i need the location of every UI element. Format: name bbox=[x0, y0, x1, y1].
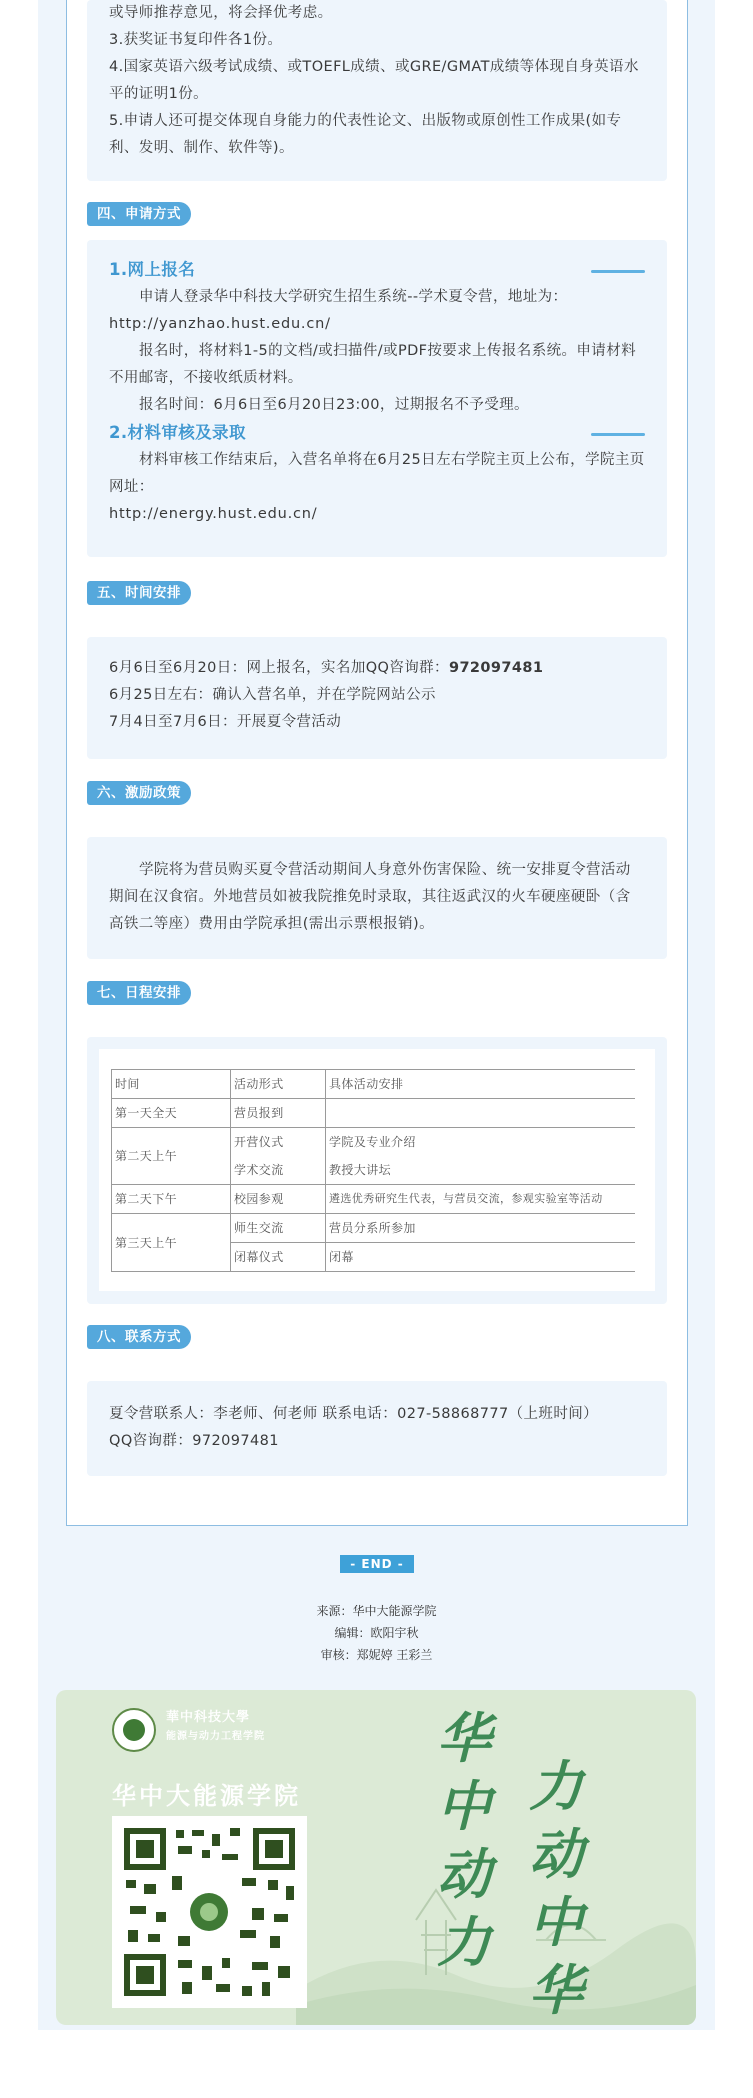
table-row bbox=[112, 1099, 636, 1128]
calligraphy-left bbox=[434, 1704, 494, 1976]
calli-char: 华 bbox=[437, 1706, 491, 1770]
table-cell: 第二天上午 bbox=[112, 1128, 231, 1185]
req-line-4: 5.申请人还可提交体现自身能力的代表性论文、出版物或原创性工作成果(如专利、发明、制作、软件等)。 bbox=[109, 113, 622, 156]
req-line-1: 或导师推荐意见，将会择优考虑。 bbox=[109, 5, 333, 21]
time-line-1 bbox=[109, 655, 645, 682]
school-emblem-icon bbox=[112, 1708, 156, 1752]
req-line-3: 4.国家英语六级考试成绩、或TOEFL成绩、或GRE/GMAT成绩等体现自身英语水平的证明1份。 bbox=[109, 59, 639, 102]
section-8-badge: 八、联系方式 bbox=[87, 1325, 191, 1349]
calligraphy-right bbox=[526, 1752, 586, 2024]
table-row bbox=[112, 1185, 636, 1214]
credit-source: 来源：华中大能源学院 bbox=[316, 1604, 437, 1618]
time-line-3: 7月4日至7月6日：开展夏令营活动 bbox=[109, 714, 342, 730]
review-heading bbox=[109, 419, 645, 447]
logo-line-2: 能源与动力工程学院 bbox=[166, 1731, 265, 1742]
table-cell: 师生交流 bbox=[231, 1214, 326, 1243]
calli-char: 力 bbox=[437, 1910, 491, 1974]
landscape-illustration bbox=[296, 1880, 696, 2025]
table-cell: 第二天下午 bbox=[112, 1185, 231, 1214]
calli-char: 动 bbox=[437, 1842, 491, 1906]
section-4-badge: 四、申请方式 bbox=[87, 202, 191, 226]
credit-editor: 编辑：欧阳宇秋 bbox=[334, 1626, 419, 1640]
school-logo-text bbox=[166, 1708, 265, 1746]
logo-line-1: 華中科技大學 bbox=[166, 1710, 251, 1725]
calli-char: 中 bbox=[529, 1890, 583, 1954]
heading-rule bbox=[591, 270, 645, 273]
table-cell: 闭幕仪式 bbox=[231, 1243, 326, 1272]
qr-code-icon[interactable] bbox=[112, 1816, 307, 2008]
section-7-badge: 七、日程安排 bbox=[87, 981, 191, 1005]
table-cell: 校园参观 bbox=[231, 1185, 326, 1214]
header-cell: 具体活动安排 bbox=[326, 1070, 636, 1099]
table-cell: 营员分系所参加 bbox=[326, 1214, 636, 1243]
table-header-row bbox=[112, 1070, 636, 1099]
credit-review: 审核：郑妮婷 王彩兰 bbox=[320, 1648, 433, 1662]
table-cell bbox=[326, 1099, 636, 1128]
contact-line-2: QQ咨询群：972097481 bbox=[109, 1433, 279, 1449]
section-5-badge: 五、时间安排 bbox=[87, 581, 191, 605]
end-tag: - END - bbox=[340, 1555, 414, 1573]
online-apply-heading bbox=[109, 256, 645, 284]
contact-card bbox=[87, 1381, 667, 1476]
schedule-time-card bbox=[87, 637, 667, 759]
incentive-paragraph: 学院将为营员购买夏令营活动期间人身意外伤害保险、统一安排夏令营活动期间在汉食宿。外地营员如被我院推免时录取，其往返武汉的火车硬座硬卧（含高铁二等座）费用由学院承担(需出示票根报销)。 bbox=[109, 862, 631, 932]
table-cell: 学术交流 bbox=[231, 1156, 326, 1185]
header-cell: 活动形式 bbox=[231, 1070, 326, 1099]
energy-url[interactable]: http://energy.hust.edu.cn/ bbox=[109, 506, 318, 522]
online-apply-heading-text: 1.网上报名 bbox=[109, 260, 196, 279]
review-heading-text: 2.材料审核及录取 bbox=[109, 423, 246, 442]
requirements-card bbox=[87, 0, 667, 181]
table-row bbox=[112, 1214, 636, 1243]
table-row bbox=[112, 1128, 636, 1157]
credits bbox=[0, 1600, 753, 1666]
time-line-1-text: 6月6日至6月20日：网上报名，实名加QQ咨询群： bbox=[109, 660, 449, 676]
header-cell: 时间 bbox=[112, 1070, 231, 1099]
agenda-card bbox=[87, 1037, 667, 1304]
req-line-2: 3.获奖证书复印件各1份。 bbox=[109, 32, 283, 48]
calli-char: 华 bbox=[529, 1958, 583, 2022]
incentive-card bbox=[87, 837, 667, 959]
agenda-table bbox=[111, 1069, 635, 1272]
apply-paragraph-1: 申请人登录华中科技大学研究生招生系统--学术夏令营，地址为： bbox=[139, 289, 568, 305]
calli-char: 中 bbox=[437, 1774, 491, 1838]
time-line-2: 6月25日左右：确认入营名单，并在学院网站公示 bbox=[109, 687, 436, 703]
table-cell: 遴选优秀研究生代表，与营员交流，参观实验室等活动 bbox=[326, 1185, 636, 1214]
table-cell: 学院及专业介绍 bbox=[326, 1128, 636, 1157]
table-cell: 营员报到 bbox=[231, 1099, 326, 1128]
yanzhao-url[interactable]: http://yanzhao.hust.edu.cn/ bbox=[109, 316, 331, 332]
heading-rule bbox=[591, 433, 645, 436]
contact-line-1: 夏令营联系人：李老师、何老师 联系电话：027-58868777（上班时间） bbox=[109, 1406, 599, 1422]
table-cell: 第三天上午 bbox=[112, 1214, 231, 1272]
calli-char: 动 bbox=[529, 1822, 583, 1886]
banner-title: 华中大能源学院 bbox=[112, 1782, 301, 1810]
agenda-table-wrap bbox=[99, 1049, 655, 1291]
table-cell: 教授大讲坛 bbox=[326, 1156, 636, 1185]
qq-number: 972097481 bbox=[448, 660, 544, 676]
apply-paragraph-3: 报名时间：6月6日至6月20日23:00，过期报名不予受理。 bbox=[139, 397, 529, 413]
content-panel bbox=[66, 0, 688, 1526]
review-paragraph: 材料审核工作结束后，入营名单将在6月25日左右学院主页上公布，学院主页网址： bbox=[109, 452, 645, 495]
school-banner bbox=[56, 1690, 696, 2025]
section-6-badge: 六、激励政策 bbox=[87, 781, 191, 805]
application-card bbox=[87, 240, 667, 557]
table-cell: 闭幕 bbox=[326, 1243, 636, 1272]
calli-char: 力 bbox=[529, 1754, 583, 1818]
apply-paragraph-2: 报名时，将材料1-5的文档/或扫描件/或PDF按要求上传报名系统。申请材料不用邮寄，不接收纸质材料。 bbox=[109, 343, 636, 386]
table-cell: 开营仪式 bbox=[231, 1128, 326, 1157]
table-cell: 第一天全天 bbox=[112, 1099, 231, 1128]
